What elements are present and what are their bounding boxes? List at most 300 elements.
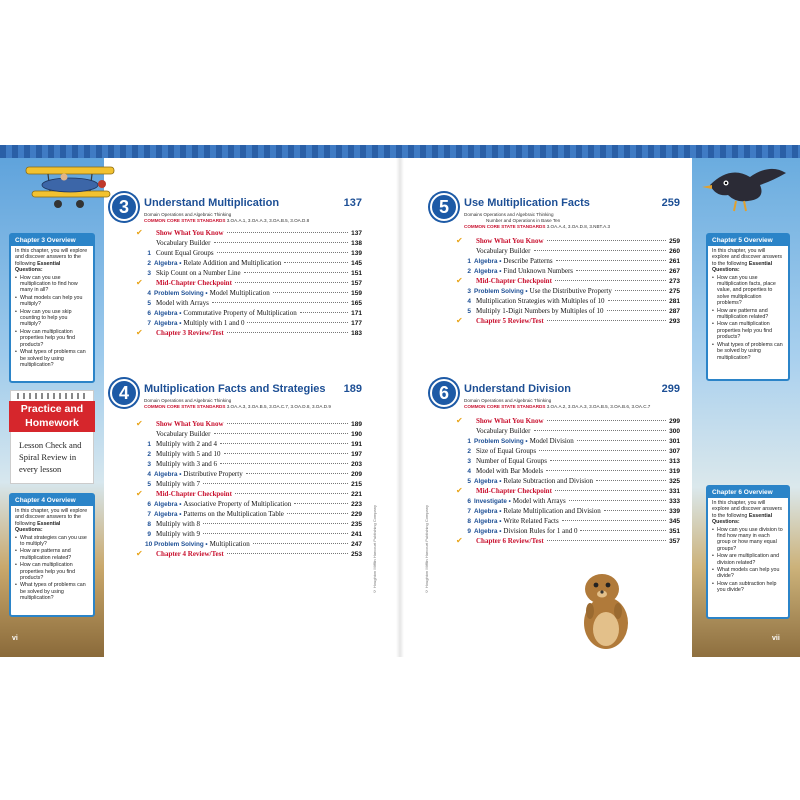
lesson-page-number: 189: [351, 421, 362, 428]
lesson-entry: [136, 429, 362, 439]
lesson-title: Use the Distributive Property: [529, 287, 612, 295]
lesson-number: 7: [147, 320, 151, 327]
chapter-start-page: 137: [343, 197, 362, 209]
lesson-number: 9: [467, 528, 471, 535]
dot-leader: [224, 453, 349, 454]
lesson-tag: Algebra •: [154, 501, 182, 508]
dot-leader: [227, 332, 348, 333]
lesson-page-number: 325: [669, 478, 680, 485]
lesson-page-number: 351: [669, 528, 680, 535]
lesson-number: 6: [147, 501, 151, 508]
copyright-notice: © Houghton Mifflin Harcourt Publishing Company: [424, 505, 429, 595]
dot-leader: [203, 533, 348, 534]
lesson-title: Model Multiplication: [209, 289, 270, 297]
ccss-label: COMMON CORE STATE STANDARDS: [464, 224, 546, 229]
lesson-entry: [456, 416, 680, 426]
lesson-number: 1: [467, 258, 471, 265]
dot-leader: [547, 240, 667, 241]
dot-leader: [235, 493, 348, 494]
lesson-page-number: 339: [669, 508, 680, 515]
lesson-title: Model with Arrays: [156, 299, 209, 307]
chapter-3-section: [110, 193, 362, 343]
lesson-tag: Algebra •: [154, 320, 182, 327]
lesson-page-number: 203: [351, 461, 362, 468]
overview-title: Chapter 3 Overview: [11, 235, 93, 246]
lesson-number: 5: [467, 308, 471, 315]
essential-question: • How can you use multiplication facts, place value, and properties to solve multiplication problems?: [712, 275, 784, 307]
lesson-title: Multiply with 3 and 6: [156, 460, 218, 468]
lesson-tag: Investigate •: [474, 498, 511, 505]
checkmark-icon: ✔: [136, 489, 143, 498]
lesson-page-number: 300: [669, 428, 680, 435]
lesson-tag: Algebra •: [474, 268, 502, 275]
dot-leader: [555, 280, 666, 281]
lesson-page-number: 209: [351, 471, 362, 478]
overview-intro: In this chapter, you will explore and discover answers to the following: [15, 248, 88, 267]
lesson-number: 1: [467, 438, 471, 445]
copyright-notice: © Houghton Mifflin Harcourt Publishing Company: [372, 505, 377, 595]
lesson-tag: Algebra •: [474, 518, 502, 525]
lesson-page-number: 183: [351, 330, 362, 337]
essential-question: • How can subtraction help you divide?: [712, 581, 784, 594]
chapter-start-page: 189: [343, 383, 362, 395]
chapter-4-section: [110, 379, 362, 569]
common-core-standards: [464, 404, 650, 409]
lesson-number: 4: [467, 468, 471, 475]
overview-intro-bold: Essential Questions:: [712, 260, 773, 274]
lesson-entry: [456, 486, 680, 496]
lesson-title: Show What You Know: [156, 420, 224, 428]
lesson-number: 3: [467, 458, 471, 465]
lesson-title: Multiply with 1 and 0: [183, 319, 245, 327]
lesson-tag: Problem Solving •: [154, 290, 208, 297]
lesson-title: Relate Subtraction and Division: [503, 477, 594, 485]
lesson-entry: [456, 296, 680, 306]
lesson-page-number: 221: [351, 491, 362, 498]
lesson-title: Number of Equal Groups: [476, 457, 547, 465]
dot-leader: [547, 420, 667, 421]
lesson-page-number: 260: [669, 248, 680, 255]
lesson-title: Multiplication: [209, 540, 250, 548]
overview-title: Chapter 5 Overview: [708, 235, 788, 246]
lesson-number: 5: [467, 478, 471, 485]
dot-leader: [246, 473, 348, 474]
ccss-codes: 3.OA.A.4, 3.OA.D.8, 3.NBT.A.3: [546, 224, 611, 229]
overview-intro: In this chapter, you will explore and discover answers to the following: [712, 248, 783, 267]
ccss-codes: 3.OA.A.3, 3.OA.B.5, 3.OA.C.7, 3.OA.D.8, 3.OA.D.9: [226, 404, 331, 409]
chapter-4-overview-box: [9, 493, 95, 617]
dot-leader: [227, 232, 349, 233]
checkmark-icon: ✔: [136, 278, 143, 287]
lesson-number: 4: [147, 471, 151, 478]
practice-line: Spiral Review in: [19, 452, 77, 462]
dot-leader: [562, 520, 666, 521]
lesson-list: [456, 416, 680, 546]
chapter-domain-line: Domains Operations and Algebraic Thinking: [464, 212, 554, 217]
lesson-page-number: 281: [669, 298, 680, 305]
lesson-title: Chapter 3 Review/Test: [156, 329, 224, 337]
lesson-title: Model with Bar Models: [476, 467, 544, 475]
lesson-entry: [136, 499, 362, 509]
dot-leader: [220, 443, 348, 444]
lesson-title: Write Related Facts: [503, 517, 559, 525]
dot-leader: [253, 543, 348, 544]
dot-leader: [577, 440, 666, 441]
lesson-entry: [456, 426, 680, 436]
lesson-title: Associative Property of Multiplication: [183, 500, 292, 508]
page-number: vii: [772, 635, 780, 642]
lesson-number: 6: [467, 498, 471, 505]
chapter-start-page: 299: [661, 383, 680, 395]
lesson-number: 4: [147, 290, 151, 297]
lesson-page-number: 301: [669, 438, 680, 445]
lesson-title: Show What You Know: [476, 237, 544, 245]
checkmark-icon: ✔: [456, 236, 463, 245]
common-core-standards: [144, 404, 331, 409]
chapter-5-overview-box: [706, 233, 790, 381]
lesson-page-number: 139: [351, 250, 362, 257]
lesson-page-number: 267: [669, 268, 680, 275]
dot-leader: [212, 302, 348, 303]
essential-question: • What models can help you divide?: [712, 567, 784, 580]
lesson-title: Vocabulary Builder: [156, 239, 211, 247]
lesson-entry: [456, 466, 680, 476]
lesson-entry: [456, 256, 680, 266]
common-core-standards: [144, 218, 309, 223]
lesson-entry: [136, 459, 362, 469]
dot-leader: [576, 270, 666, 271]
lesson-number: 2: [147, 260, 151, 267]
lesson-list: [456, 236, 680, 326]
lesson-tag: Algebra •: [154, 511, 182, 518]
dot-leader: [534, 430, 667, 431]
dot-leader: [244, 272, 349, 273]
lesson-page-number: 345: [669, 518, 680, 525]
lesson-title: Division Rules for 1 and 0: [503, 527, 578, 535]
lesson-title: Relate Addition and Multiplication: [183, 259, 282, 267]
common-core-standards: [464, 224, 610, 229]
ccss-label: COMMON CORE STATE STANDARDS: [144, 218, 226, 223]
lesson-number: 2: [467, 448, 471, 455]
lesson-page-number: 259: [669, 238, 680, 245]
practice-homework-notepad: [10, 390, 94, 484]
dot-leader: [203, 523, 348, 524]
lesson-page-number: 319: [669, 468, 680, 475]
dot-leader: [539, 450, 666, 451]
dot-leader: [214, 433, 349, 434]
lesson-tag: Algebra •: [474, 258, 502, 265]
lesson-tag: Problem Solving •: [154, 541, 208, 548]
gopher-illustration: [574, 567, 636, 651]
lesson-page-number: 293: [669, 318, 680, 325]
lesson-title: Model with Arrays: [512, 497, 566, 505]
lesson-entry: [136, 479, 362, 489]
biplane-illustration: [18, 163, 122, 213]
lesson-title: Vocabulary Builder: [156, 430, 211, 438]
lesson-tag: Problem Solving •: [474, 288, 528, 295]
crow-illustration: [700, 155, 790, 215]
checkmark-icon: ✔: [456, 536, 463, 545]
lesson-tag: Algebra •: [474, 528, 502, 535]
lesson-title: Multiply with 7: [156, 480, 200, 488]
lesson-entry: [456, 266, 680, 276]
ccss-label: COMMON CORE STATE STANDARDS: [464, 404, 546, 409]
lesson-tag: Algebra •: [474, 508, 502, 515]
lesson-entry: [136, 278, 362, 288]
dot-leader: [287, 513, 348, 514]
lesson-entry: [136, 489, 362, 499]
lesson-entry: [456, 506, 680, 516]
lesson-entry: [136, 268, 362, 278]
dot-leader: [220, 463, 348, 464]
dot-leader: [555, 490, 666, 491]
lesson-page-number: 275: [669, 288, 680, 295]
lesson-title: Vocabulary Builder: [476, 247, 531, 255]
lesson-page-number: 299: [669, 418, 680, 425]
lesson-entry: [136, 258, 362, 268]
lesson-list: [136, 228, 362, 338]
lesson-title: Multiply with 2 and 4: [156, 440, 218, 448]
checkmark-icon: ✔: [136, 328, 143, 337]
lesson-title: Mid-Chapter Checkpoint: [476, 277, 552, 285]
lesson-entry: [456, 456, 680, 466]
lesson-entry: [136, 509, 362, 519]
chapter-domain-line: Number and Operations in Base Ten: [486, 217, 561, 223]
lesson-title: Distributive Property: [183, 470, 243, 478]
lesson-title: Multiplication Strategies with Multiples of 10: [476, 297, 605, 305]
dot-leader: [273, 292, 348, 293]
dot-leader: [607, 310, 667, 311]
essential-question: • How can multiplication properties help you find products?: [712, 321, 784, 340]
overview-intro-bold: Essential Questions:: [15, 260, 61, 274]
essential-question: • What types of problems can be solved by using multiplication?: [15, 582, 89, 601]
essential-question: • How are patterns and multiplication related?: [15, 548, 89, 561]
lesson-entry: [456, 446, 680, 456]
checkmark-icon: ✔: [136, 228, 143, 237]
lesson-title: Relate Multiplication and Division: [503, 507, 601, 515]
lesson-entry: [136, 439, 362, 449]
chapter-start-page: 259: [661, 197, 680, 209]
chapter-6-overview-box: [706, 485, 790, 619]
dot-leader: [227, 553, 348, 554]
lesson-page-number: 331: [669, 488, 680, 495]
checkmark-icon: ✔: [456, 276, 463, 285]
chapter-6-section: [430, 379, 680, 569]
overview-intro-bold: Essential Questions:: [15, 520, 61, 534]
lesson-page-number: 333: [669, 498, 680, 505]
lesson-page-number: 247: [351, 541, 362, 548]
lesson-entry: [456, 236, 680, 246]
dot-leader: [235, 282, 348, 283]
lesson-page-number: 313: [669, 458, 680, 465]
lesson-tag: Algebra •: [154, 471, 182, 478]
lesson-number: 3: [467, 288, 471, 295]
essential-question: • What models can help you multiply?: [15, 295, 89, 308]
dot-leader: [214, 242, 349, 243]
lesson-number: 7: [147, 511, 151, 518]
lesson-page-number: 229: [351, 511, 362, 518]
lesson-entry: [456, 496, 680, 506]
textbook-spread: [0, 145, 800, 657]
lesson-title: Vocabulary Builder: [476, 427, 531, 435]
lesson-entry: [456, 536, 680, 546]
lesson-title: Chapter 4 Review/Test: [156, 550, 224, 558]
chapter-domain: Domain Operations and Algebraic Thinking: [144, 398, 232, 403]
lesson-entry: [136, 298, 362, 308]
chapter-title: Use Multiplication Facts: [464, 197, 590, 209]
lesson-number: 10: [145, 541, 153, 548]
lesson-title: Chapter 5 Review/Test: [476, 317, 544, 325]
lesson-tag: Problem Solving •: [474, 438, 528, 445]
lesson-page-number: 261: [669, 258, 680, 265]
lesson-page-number: 137: [351, 230, 362, 237]
essential-question: • How are patterns and multiplication related?: [712, 308, 784, 321]
dot-leader: [203, 483, 348, 484]
lesson-entry: [136, 328, 362, 338]
lesson-page-number: 253: [351, 551, 362, 558]
lesson-page-number: 273: [669, 278, 680, 285]
lesson-page-number: 165: [351, 300, 362, 307]
dot-leader: [547, 320, 666, 321]
lesson-title: Multiply 1-Digit Numbers by Multiples of 10: [476, 307, 604, 315]
essential-question: • How can multiplication properties help you find products?: [15, 562, 89, 581]
ccss-codes: 3.OA.A.2, 3.OA.A.3, 3.OA.B.5, 3.OA.B.6, 3.OA.C.7: [546, 404, 651, 409]
chapter-number-badge: 4: [110, 379, 138, 407]
lesson-title: Skip Count on a Number Line: [156, 269, 241, 277]
page-gutter: [396, 158, 404, 657]
essential-question: • What types of problems can be solved by using multiplication?: [15, 349, 89, 368]
lesson-entry: [456, 526, 680, 536]
lesson-entry: [136, 469, 362, 479]
lesson-entry: [456, 436, 680, 446]
lesson-title: Multiply with 9: [156, 530, 200, 538]
overview-intro: In this chapter, you will explore and discover answers to the following: [712, 500, 783, 519]
lesson-page-number: 223: [351, 501, 362, 508]
dot-leader: [556, 260, 667, 261]
chapter-title: Multiplication Facts and Strategies: [144, 383, 326, 395]
lesson-entry: [136, 288, 362, 298]
lesson-page-number: 307: [669, 448, 680, 455]
lesson-title: Show What You Know: [156, 229, 224, 237]
chapter-3-overview-box: [9, 233, 95, 383]
essential-question: • How are multiplication and division related?: [712, 553, 784, 566]
dot-leader: [217, 252, 349, 253]
lesson-number: 3: [147, 461, 151, 468]
checkmark-icon: ✔: [456, 416, 463, 425]
dot-leader: [300, 312, 348, 313]
lesson-page-number: 159: [351, 290, 362, 297]
lesson-number: 2: [147, 451, 151, 458]
lesson-title: Commutative Property of Multiplication: [183, 309, 297, 317]
lesson-number: 1: [147, 250, 151, 257]
chapter-title: Understand Division: [464, 383, 571, 395]
lesson-page-number: 190: [351, 431, 362, 438]
lesson-title: Patterns on the Multiplication Table: [183, 510, 284, 518]
lesson-number: 6: [147, 310, 151, 317]
practice-heading: Practice and Homework: [9, 401, 95, 432]
lesson-page-number: 145: [351, 260, 362, 267]
chapter-domain: Domain Operations and Algebraic Thinking: [144, 212, 232, 217]
lesson-title: Count Equal Groups: [156, 249, 214, 257]
lesson-page-number: 157: [351, 280, 362, 287]
lesson-number: 5: [147, 300, 151, 307]
lesson-entry: [136, 529, 362, 539]
lesson-number: 2: [467, 268, 471, 275]
checkmark-icon: ✔: [136, 549, 143, 558]
lesson-page-number: 287: [669, 308, 680, 315]
dot-leader: [550, 460, 666, 461]
lesson-number: 5: [147, 481, 151, 488]
lesson-list: [136, 419, 362, 559]
lesson-page-number: 138: [351, 240, 362, 247]
checkmark-icon: ✔: [136, 419, 143, 428]
dot-leader: [227, 423, 349, 424]
lesson-page-number: 215: [351, 481, 362, 488]
lesson-page-number: 171: [351, 310, 362, 317]
dot-leader: [608, 300, 667, 301]
lesson-title: Mid-Chapter Checkpoint: [156, 279, 232, 287]
essential-question: • How can you use division to find how many in each group or how many equal groups?: [712, 527, 784, 553]
lesson-entry: [456, 476, 680, 486]
chapter-title: Understand Multiplication: [144, 197, 280, 209]
lesson-number: 7: [467, 508, 471, 515]
lesson-title: Multiply with 8: [156, 520, 200, 528]
essential-question: • What types of problems can be solved by using multiplication?: [712, 342, 784, 361]
lesson-entry: [136, 238, 362, 248]
chapter-domain: [464, 212, 560, 223]
lesson-entry: [136, 419, 362, 429]
lesson-page-number: 177: [351, 320, 362, 327]
overview-intro: In this chapter, you will explore and discover answers to the following: [15, 508, 88, 527]
chapter-5-section: [430, 193, 680, 343]
lesson-tag: Algebra •: [154, 260, 182, 267]
checkmark-icon: ✔: [456, 316, 463, 325]
lesson-page-number: 151: [351, 270, 362, 277]
lesson-entry: [456, 276, 680, 286]
spiral-binding: [17, 393, 89, 399]
chapter-domain: Domain Operations and Algebraic Thinking: [464, 398, 552, 403]
page-number: vi: [12, 635, 18, 642]
ccss-codes: 3.OA.A.1, 3.OA.A.3, 3.OA.B.5, 3.OA.D.8: [226, 218, 310, 223]
lesson-entry: [136, 318, 362, 328]
lesson-entry: [456, 246, 680, 256]
lesson-title: Describe Patterns: [503, 257, 553, 265]
lesson-page-number: 197: [351, 451, 362, 458]
essential-question: • How can multiplication properties help you find products?: [15, 329, 89, 348]
dot-leader: [534, 250, 667, 251]
dot-leader: [596, 480, 666, 481]
lesson-entry: [136, 549, 362, 559]
overview-title: Chapter 4 Overview: [11, 495, 93, 506]
lesson-number: 8: [467, 518, 471, 525]
lesson-page-number: 241: [351, 531, 362, 538]
dot-leader: [615, 290, 666, 291]
lesson-title: Show What You Know: [476, 417, 544, 425]
dot-leader: [247, 322, 348, 323]
practice-line: Lesson Check and: [19, 440, 82, 450]
checkmark-icon: ✔: [456, 486, 463, 495]
lesson-page-number: 235: [351, 521, 362, 528]
top-pattern-band: [0, 145, 800, 158]
lesson-title: Mid-Chapter Checkpoint: [156, 490, 232, 498]
lesson-title: Mid-Chapter Checkpoint: [476, 487, 552, 495]
lesson-number: 9: [147, 531, 151, 538]
dot-leader: [580, 530, 666, 531]
ccss-label: COMMON CORE STATE STANDARDS: [144, 404, 226, 409]
lesson-title: Size of Equal Groups: [476, 447, 537, 455]
essential-question: • How can you use multiplication to find how many in all?: [15, 275, 89, 294]
chapter-number-badge: 6: [430, 379, 458, 407]
